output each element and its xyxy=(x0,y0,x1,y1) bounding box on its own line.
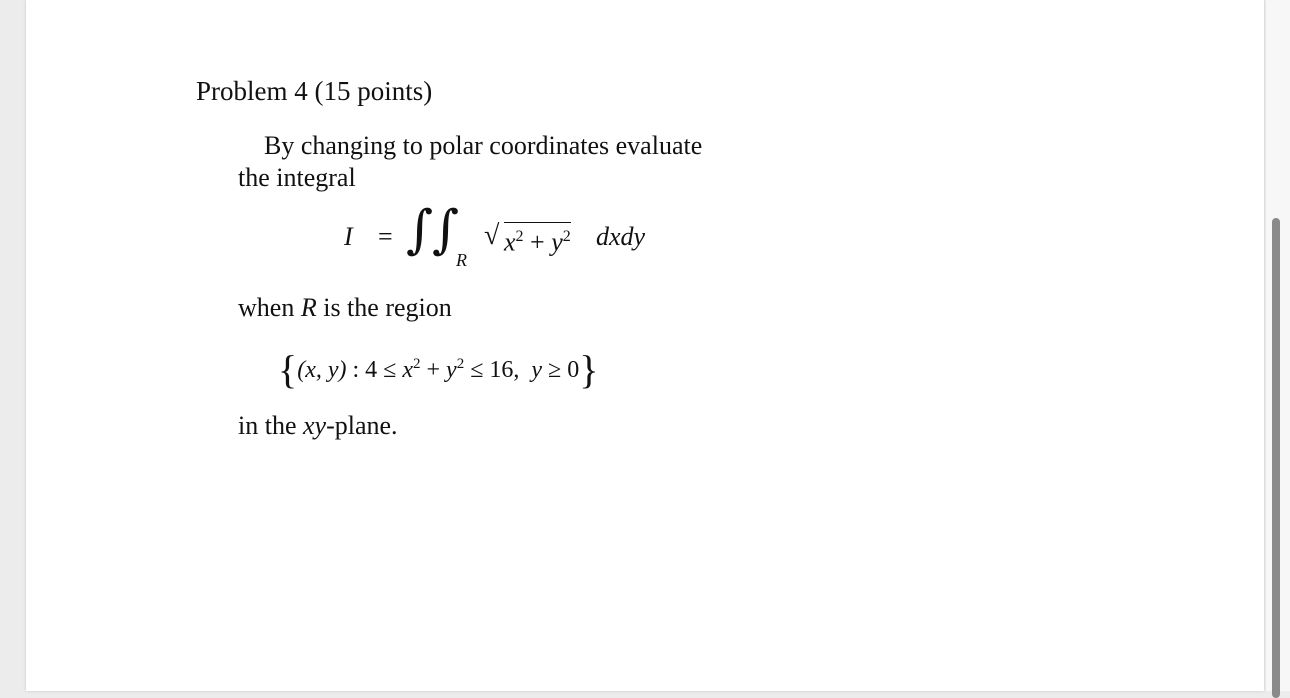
set-y-exponent: 2 xyxy=(456,356,465,372)
sqrt-sign: √ xyxy=(484,220,500,251)
set-close-brace: } xyxy=(579,347,599,392)
vertical-scrollbar[interactable] xyxy=(1266,0,1290,691)
integral-sign-2: ∫ xyxy=(432,200,460,260)
region-variable: R xyxy=(300,293,317,322)
set-y: y xyxy=(446,357,457,383)
radicand-y: y xyxy=(551,227,563,257)
radicand-plus: + xyxy=(523,227,552,257)
region-set-definition xyxy=(278,346,598,393)
set-colon: : xyxy=(346,357,366,383)
formula-differential: dxdy xyxy=(596,222,646,251)
region-intro-text xyxy=(238,293,452,323)
set-open-brace: { xyxy=(278,347,298,392)
plane-text-post: -plane. xyxy=(326,411,398,440)
problem-text-line-1: By changing to polar coordinates evaluate xyxy=(264,131,703,160)
problem-text-line-2: the integral xyxy=(238,163,356,192)
document-page xyxy=(26,0,1264,691)
formula-lhs: I xyxy=(344,222,353,251)
set-plus: + xyxy=(420,357,447,383)
integral-sign-1: ∫ xyxy=(406,200,434,260)
sqrt-radicand xyxy=(504,222,571,257)
plane-variable: xy xyxy=(303,411,327,440)
set-ycond: ≥ 0 xyxy=(542,357,580,383)
scrollbar-thumb[interactable] xyxy=(1272,218,1280,698)
set-lower-bound: 4 ≤ xyxy=(365,357,403,383)
set-upper-bound: ≤ 16, xyxy=(464,357,520,383)
radicand-y-exponent: 2 xyxy=(562,228,571,245)
set-ycond-var: y xyxy=(531,357,543,383)
formula-equals: = xyxy=(378,222,393,251)
plane-text-pre: in the xyxy=(238,411,303,440)
integral-region-subscript: R xyxy=(456,250,467,270)
set-pair: (x, y) xyxy=(297,357,347,383)
problem-heading: Problem 4 (15 points) xyxy=(196,76,433,106)
radicand-x-exponent: 2 xyxy=(515,228,524,245)
region-intro-pre: when xyxy=(238,293,301,322)
region-intro-post: is the region xyxy=(316,293,452,322)
integral-formula xyxy=(344,200,704,280)
radicand-x: x xyxy=(504,227,516,257)
set-x-exponent: 2 xyxy=(413,356,421,372)
set-x: x xyxy=(402,357,413,383)
plane-text xyxy=(238,411,398,441)
